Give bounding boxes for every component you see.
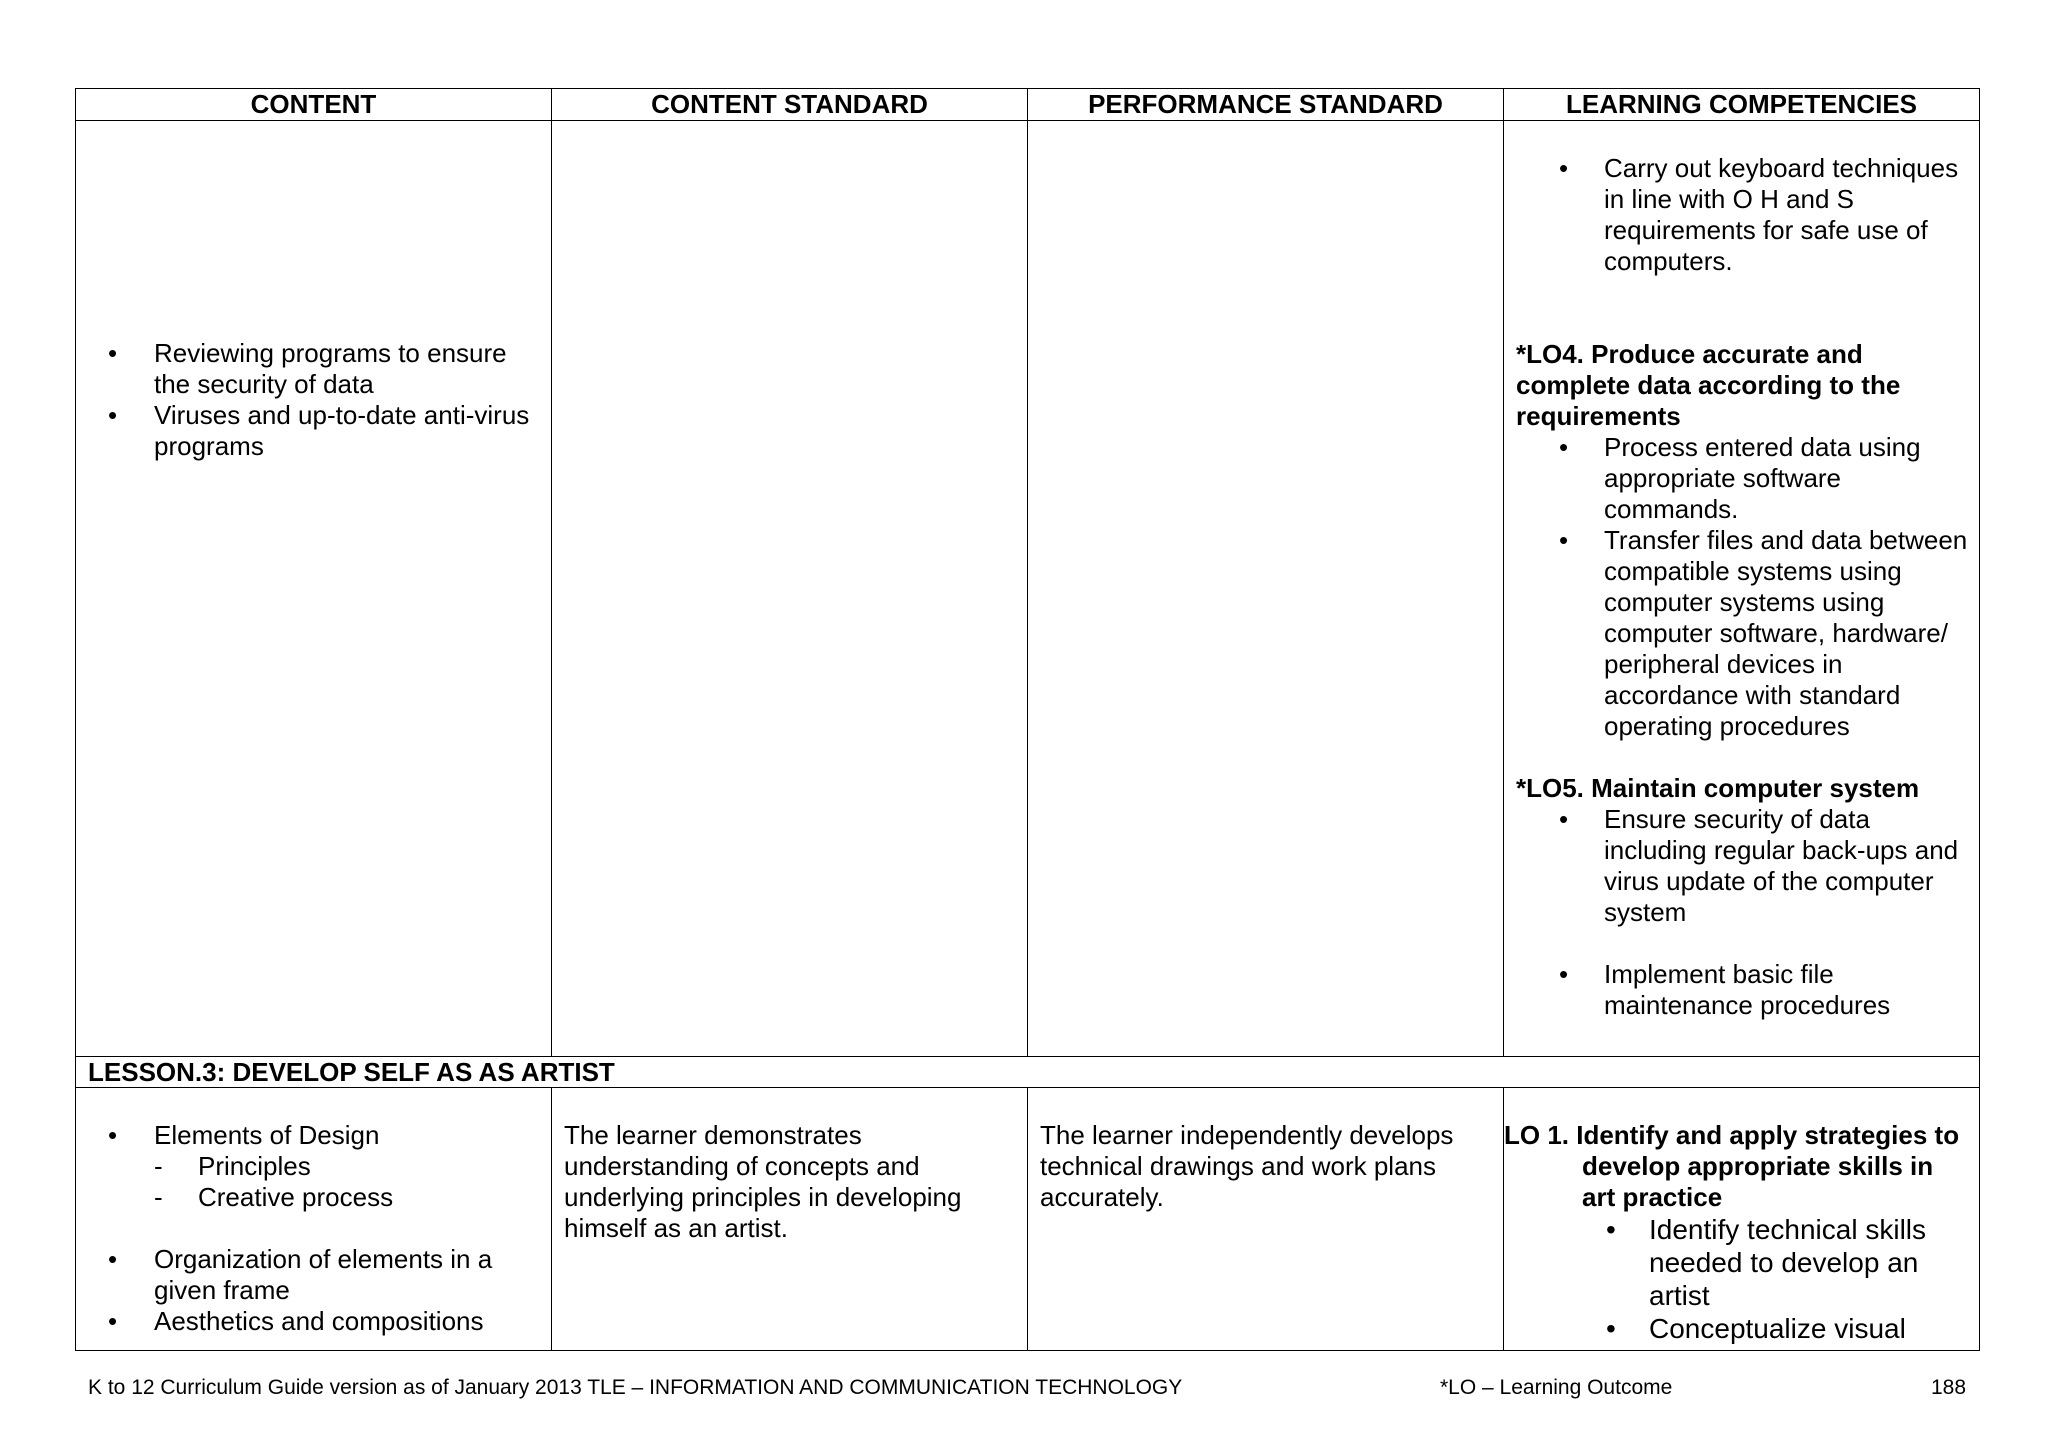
lo4-list bbox=[1504, 432, 1979, 742]
lo5-list bbox=[1504, 804, 1979, 1021]
footer-lo-note: *LO – Learning Outcome bbox=[1440, 1376, 1673, 1399]
content-list bbox=[76, 1120, 551, 1151]
content-list bbox=[76, 338, 551, 462]
header-content-standard: CONTENT STANDARD bbox=[552, 89, 1028, 121]
list-item: • Organization of elements in a given frame bbox=[76, 1244, 551, 1306]
header-content: CONTENT bbox=[76, 89, 552, 121]
lesson-cell bbox=[76, 1057, 1980, 1088]
lo4-heading: *LO4. Produce accurate and complete data according to the requirements bbox=[1516, 339, 1901, 431]
lo5-heading: *LO5. Maintain computer system bbox=[1516, 773, 1920, 803]
lo1-heading: LO 1. Identify and apply strategies to develop appropriate skills in art practice bbox=[1504, 1120, 1960, 1212]
list-item: • Process entered data using appropriate software commands. bbox=[1504, 432, 1979, 525]
lesson-row bbox=[76, 1057, 1980, 1088]
list-item: • Implement basic file maintenance procedures bbox=[1504, 959, 1979, 1021]
content-list bbox=[76, 1244, 551, 1337]
header-performance-standard: PERFORMANCE STANDARD bbox=[1028, 89, 1504, 121]
list-item: • Identify technical skills needed to develop an artist bbox=[1504, 1213, 1979, 1312]
curriculum-table bbox=[75, 88, 1980, 1351]
list-item: • Transfer files and data between compatible systems using computer systems using computer software, hardware/ peripheral devices in accordance with standard operating procedures bbox=[1504, 525, 1979, 742]
page-number: 188 bbox=[1931, 1376, 1967, 1399]
performance-standard-cell bbox=[1028, 1088, 1504, 1351]
content-standard-text: The learner demonstrates understanding of concepts and underlying principles in developing himself as an artist. bbox=[564, 1120, 962, 1243]
sub-list-item: - Creative process bbox=[76, 1182, 551, 1213]
lesson-title: LESSON.3: DEVELOP SELF AS AS ARTIST bbox=[88, 1057, 615, 1087]
competency-list bbox=[1504, 153, 1979, 277]
table-row bbox=[76, 121, 1980, 1057]
list-item: • Elements of Design bbox=[76, 1120, 551, 1151]
content-cell bbox=[76, 1088, 552, 1351]
list-item: • Viruses and up-to-date anti-virus programs bbox=[76, 400, 551, 462]
competencies-cell bbox=[1504, 121, 1980, 1057]
list-item: • Aesthetics and compositions bbox=[76, 1306, 551, 1337]
footer-guide-text: K to 12 Curriculum Guide version as of January 2013 TLE – INFORMATION AND COMMUNICATION TECHNOLOGY bbox=[88, 1376, 1183, 1399]
list-item: • Conceptualize visual bbox=[1504, 1312, 1979, 1345]
list-item: • Carry out keyboard techniques in line with O H and S requirements for safe use of computers. bbox=[1504, 153, 1979, 277]
table-row bbox=[76, 1088, 1980, 1351]
sub-list bbox=[76, 1151, 551, 1213]
content-standard-cell bbox=[552, 1088, 1028, 1351]
sub-list-item: - Principles bbox=[76, 1151, 551, 1182]
list-item: • Reviewing programs to ensure the security of data bbox=[76, 338, 551, 400]
list-item: • Ensure security of data including regular back-ups and virus update of the computer system bbox=[1504, 804, 1979, 928]
performance-standard-cell bbox=[1028, 121, 1504, 1057]
lo1-list bbox=[1504, 1213, 1979, 1345]
content-standard-cell bbox=[552, 121, 1028, 1057]
competencies-cell bbox=[1504, 1088, 1980, 1351]
header-learning-competencies: LEARNING COMPETENCIES bbox=[1504, 89, 1980, 121]
header-row bbox=[76, 89, 1980, 121]
content-cell bbox=[76, 121, 552, 1057]
performance-standard-text: The learner independently develops technical drawings and work plans accurately. bbox=[1040, 1120, 1454, 1212]
